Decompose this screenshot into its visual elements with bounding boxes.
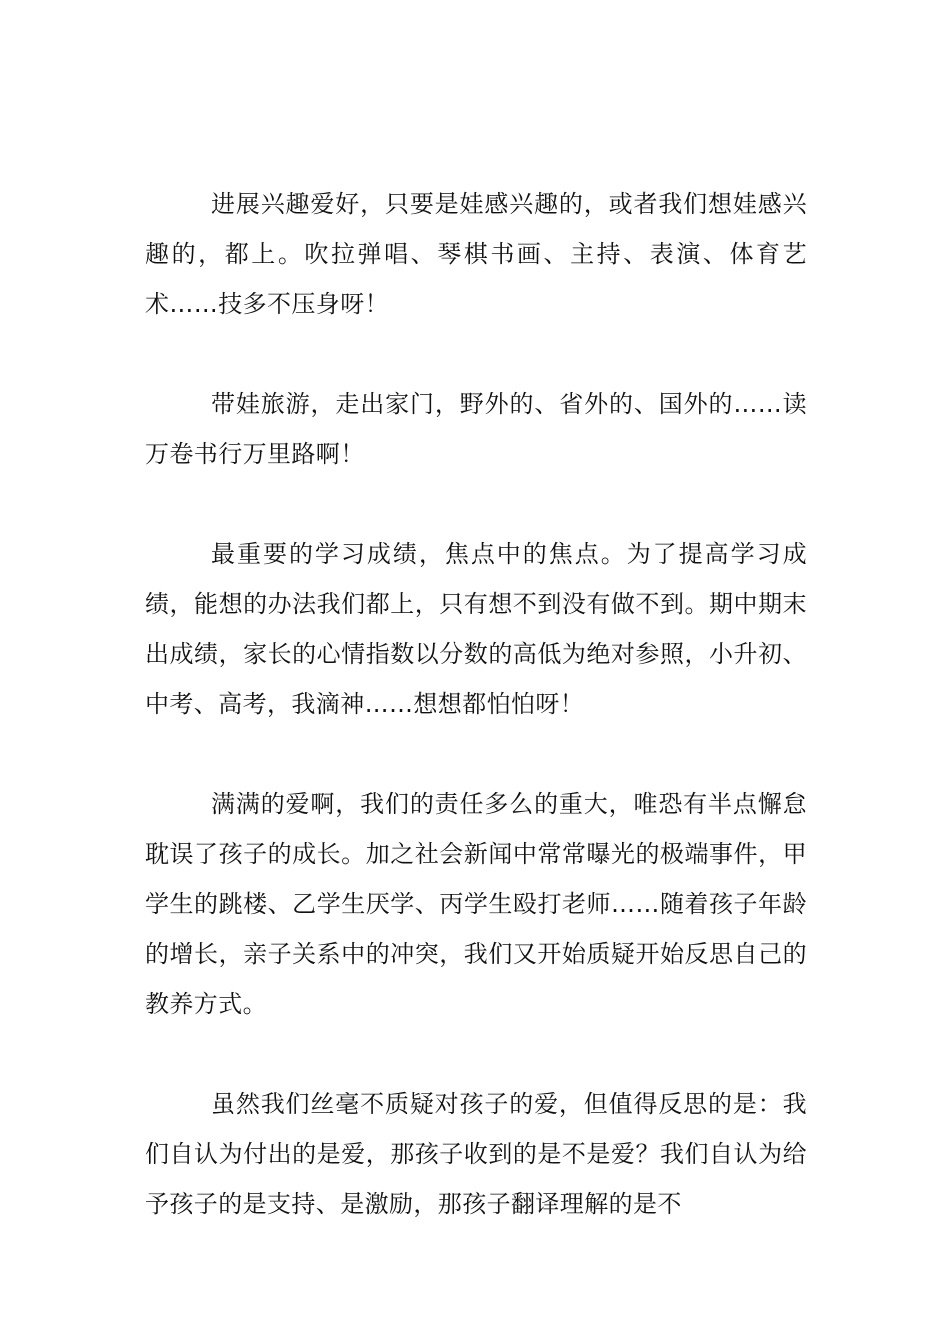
document-body [145, 179, 807, 1279]
paragraph-responsibility: 满满的爱啊，我们的责任多么的重大，唯恐有半点懈怠耽误了孩子的成长。加之社会新闻中常常曝光的极端事件，甲学生的跳楼、乙学生厌学、丙学生殴打老师……随着孩子年龄的增长，亲子关系中的冲突，我们又开始质疑开始反思自己的教养方式。 [145, 790, 807, 1018]
paragraph-reflection: 虽然我们丝毫不质疑对孩子的爱，但值得反思的是：我们自认为付出的是爱，那孩子收到的是不是爱？我们自认为给予孩子的是支持、是激励，那孩子翻译理解的是不 [145, 1090, 807, 1218]
paragraph-grades: 最重要的学习成绩，焦点中的焦点。为了提高学习成绩，能想的办法我们都上，只有想不到没有做不到。期中期末出成绩，家长的心情指数以分数的高低为绝对参照，小升初、中考、高考，我滴神……想想都怕怕呀！ [145, 540, 807, 718]
paragraph-travel: 带娃旅游，走出家门，野外的、省外的、国外的……读万卷书行万里路啊！ [145, 390, 807, 468]
paragraph-hobbies: 进展兴趣爱好，只要是娃感兴趣的，或者我们想娃感兴趣的，都上。吹拉弹唱、琴棋书画、主持、表演、体育艺术……技多不压身呀！ [145, 190, 807, 318]
